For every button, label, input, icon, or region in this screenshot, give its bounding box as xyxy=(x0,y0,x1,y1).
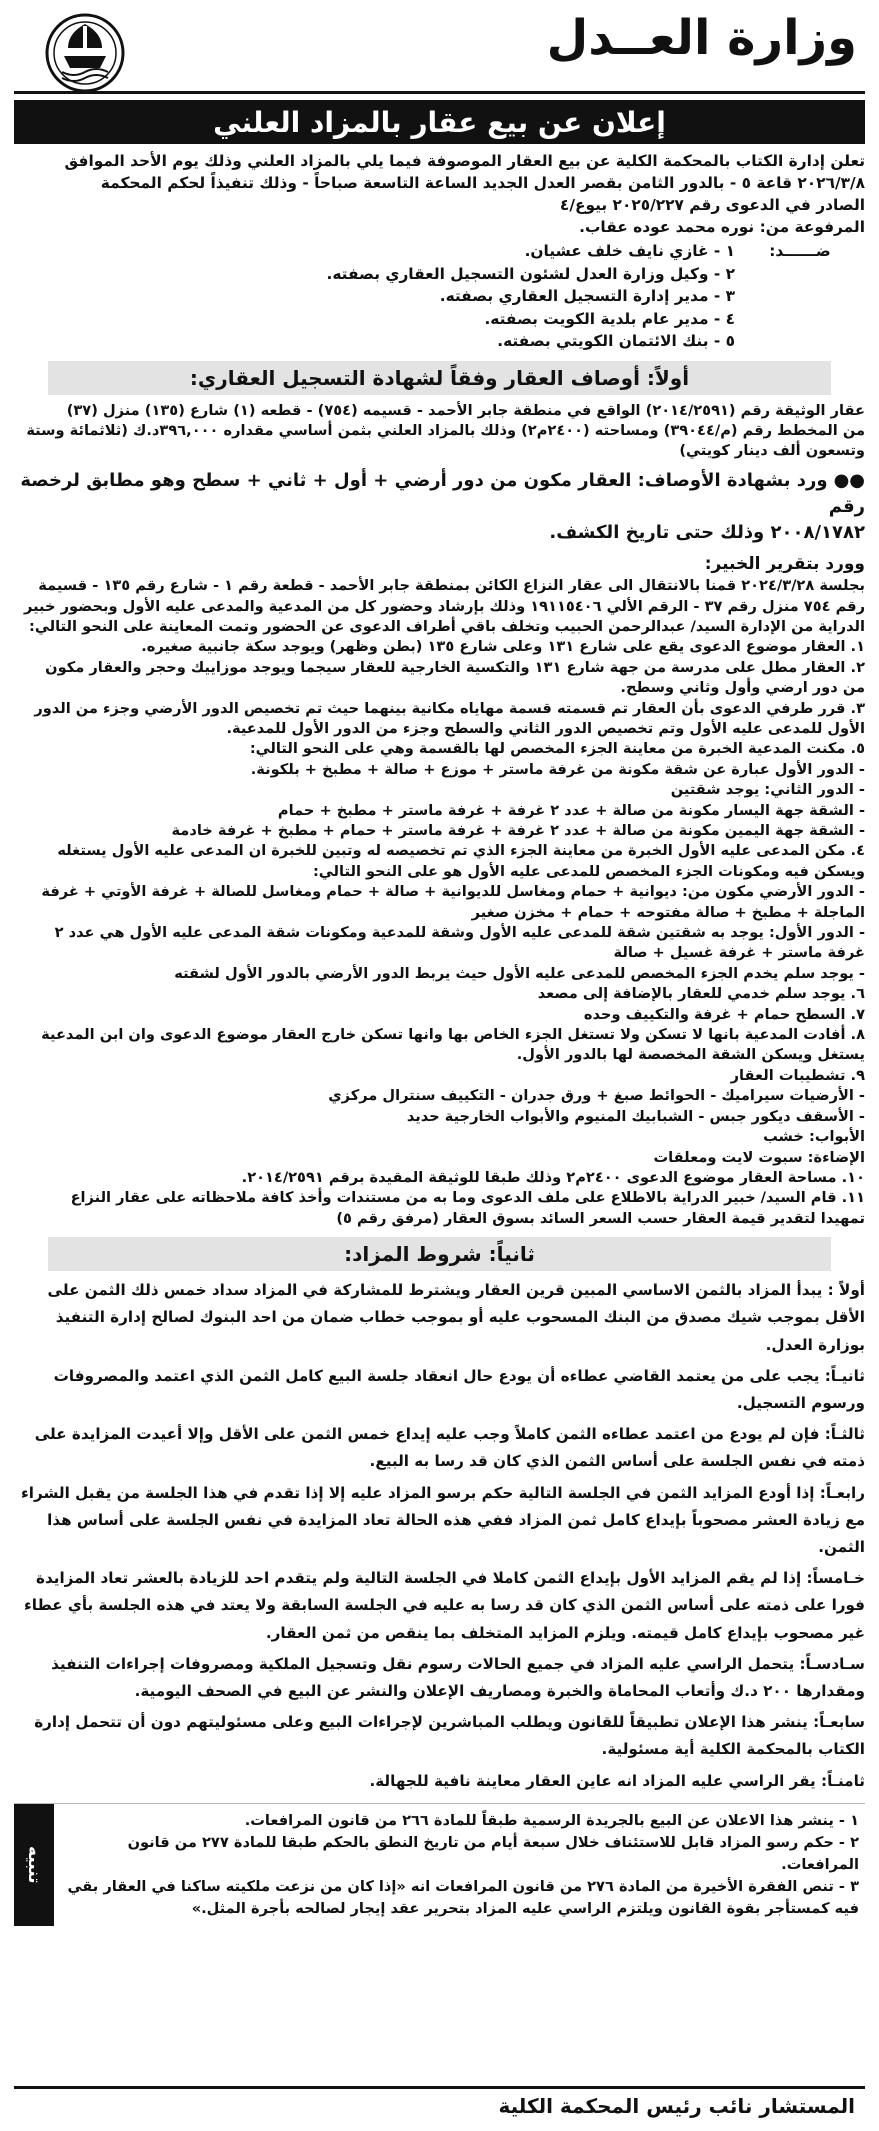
notice-item: ٢ - حكم رسو المزاد قابل للاستئناف خلال سبعة أيام من تاريخ النطق بالحكم طبقا للمادة ٢٧٧ من قانون المرافعات. xyxy=(127,1833,859,1873)
description-line: من المخطط رقم (م/٣٩٠٤٤) ومساحته (٢٤٠٠م٢) وذلك بالمزاد العلني بثمن أساسي مقداره ٣٩٦,٠٠٠د.ك (ثلاثمائة وستة xyxy=(26,421,865,439)
expert-report-heading: وورد بتقرير الخبير: xyxy=(704,553,865,574)
bullet-icon: ●● xyxy=(833,469,865,491)
description-line: عقار الوثيقة رقم (٢٠١٤/٢٥٩١) الواقع في منطقة جابر الأحمد - قسيمه (٧٥٤) - قطعه (١) شارع (١٣٥) منزل (٣٧) xyxy=(66,401,865,419)
auction-term-item: ثامنـاً: يقر الراسي عليه المزاد انه عاين العقار معاينة نافية للجهالة. xyxy=(369,1771,865,1790)
description-line: وتسعون ألف دينار كويتي) xyxy=(679,442,865,460)
defendant-row xyxy=(14,263,865,286)
expert-report-line: - الدور الأول: يوجد به شقتين شقة للمدعى عليه الأول وشقة للمدعية ومكونات شقة المدعى عليه الأول هي عدد ٢ xyxy=(54,924,865,942)
defendant-item: ٢ - وكيل وزارة العدل لشئون التسجيل العقاري بصفته. xyxy=(326,264,735,283)
auction-terms xyxy=(14,1277,865,1795)
auction-term-item: أولاً : يبدأ المزاد بالثمن الاساسي المبين قرين العقار ويشترط للمشاركة في المزاد سداد خمس ذلك الثمن على الأقل بموجب شيك مصدق من البنك المسحوب عليه أو بموجب خطاب ضمان من احد البنوك لصالح إدارة التنفيذ بوزارة العدل. xyxy=(47,1281,865,1354)
defendant-row xyxy=(14,308,865,331)
expert-report-line: ١. العقار موضوع الدعوى يقع على شارع ١٣١ وعلى شارع ١٣٥ (بطن وظهر) ويوجد سكة جانبية صغيره. xyxy=(141,638,865,656)
expert-report-line: ٣. قرر طرفي الدعوى بأن العقار تم قسمته قسمة مهاياه مكانية بينهما حيث تم تخصيص الدور الأرضي وجزء من الدور xyxy=(34,699,865,717)
expert-report-line: ٦. يوجد سلم خدمي للعقار بالإضافة إلى مصعد xyxy=(537,985,865,1003)
expert-report-line: ١١. قام السيد/ خبير الدراية بالاطلاع على ملف الدعوى وما به من مستندات وأخذ كافة ملاحظاته على عقار النزاع xyxy=(70,1189,865,1207)
expert-report-line: - الشقة جهة اليسار مكونة من صالة + عدد ٢ غرفة + غرفة ماستر + مطبخ + حمام xyxy=(277,801,865,819)
against-label: ضــــــد: xyxy=(769,242,831,260)
defendant-item: ٥ - بنك الائتمان الكويتي بصفته. xyxy=(497,332,735,350)
expert-report-line: بجلسة ٢٠٢٤/٣/٢٨ قمنا بالانتقال الى عقار النزاع الكائن بمنطقة جابر الأحمد - قطعة رقم ١ - شارع رقم ١٣٥ - قسيمة xyxy=(38,577,865,595)
highlight-line: ٢٠٠٨/١٧٨٢ وذلك حتى تاريخ الكشف. xyxy=(549,521,865,543)
expert-report-line: - الدور الثاني: يوجد شقتين xyxy=(670,781,865,799)
expert-report-line: ٢. العقار مطل على مدرسة من جهة شارع ١٣١ والتكسية الخارجية للعقار سيجما ويوجد موزاييك وحجر والعقار مكون xyxy=(45,658,865,676)
intro-line: تعلن إدارة الكتاب بالمحكمة الكلية عن بيع العقار الموصوفة فيما يلي بالمزاد العلني وذلك يوم الأحد الموافق xyxy=(64,152,865,170)
expert-report-line: الإضاءة: سبوت لايت ومعلقات xyxy=(653,1148,865,1166)
signature: المستشار نائب رئيس المحكمة الكلية xyxy=(498,2094,855,2118)
auction-term-item: رابعـاً: إذا أودع المزايد الثمن في الجلسة التالية حكم برسو المزاد عليه إلا إذا تقدم في هذا الجلسة من يقبل الشراء مع زيادة العشر مصحوباً بإيداع كامل ثمن المزاد ففي هذه الحالة تعاد المزايدة في نفس الجلسة على أساس هذا الثمن. xyxy=(21,1483,865,1556)
expert-report-line: ٩. تشطيبات العقار xyxy=(730,1066,865,1084)
ministry-name: وزارة العــدل xyxy=(546,10,857,66)
kuwait-emblem-icon xyxy=(44,12,126,94)
expert-report-line: ويسكن فيه ومكونات الجزء المخصص للمدعى عليه الأول هو على النحو التالي: xyxy=(312,862,865,880)
expert-report-line: ٤. مكن المدعى عليه الأول الخبرة من معاينة الجزء الذي تم تخصيصه له وتبين للخبرة ان المدعى عليه الأول يستغله xyxy=(57,842,865,860)
expert-report-line: ٧. السطح حمام + غرفة والتكييف وحده xyxy=(583,1005,865,1023)
section-property-description-heading: أولاً: أوصاف العقار وفقاً لشهادة التسجيل العقاري: xyxy=(48,361,831,395)
expert-report-line: تمهيدا لتقدير قيمة العقار حسب السعر السائد بسوق العقار (مرفق رقم ٥) xyxy=(336,1209,865,1227)
expert-report-line: - الأسقف ديكور جبس - الشبابيك المنيوم والأبواب الخارجية حديد xyxy=(406,1107,865,1125)
expert-report-line: ١٠. مساحة العقار موضوع الدعوى ٢٤٠٠م٢ وذلك طبقا للوثيقة المقيدة برقم ٢٠١٤/٢٥٩١. xyxy=(241,1168,865,1186)
expert-report-line: يستغل ويسكن الشقة المخصصة لها بالدور الأول. xyxy=(516,1046,865,1064)
auction-term-item: سابعـاً: ينشر هذا الإعلان تطبيقاً للقانون ويطلب المباشرين لإجراءات البيع وعلى مسئوليتهم دون أن تتحمل إدارة الكتاب بالمحكمة الكلية أية مسئولية. xyxy=(34,1713,865,1759)
expert-report-line: - الأرضيات سيراميك - الحوائط صبغ + ورق جدران - التكييف سنترال مركزي xyxy=(328,1087,865,1105)
defendant-item: ٤ - مدير عام بلدية الكويت بصفته. xyxy=(484,309,735,328)
expert-report-line: الأبواب: خشب xyxy=(763,1128,865,1146)
auction-term-item: سـادسـاً: يتحمل الراسي عليه المزاد في جميع الحالات رسوم نقل وتسجيل الملكية ومصروفات إجراءات التنفيذ ومقدارها ٢٠٠ د.ك وأتعاب المحاماة والخبرة ومصاريف الإعلان والنشر عن البيع في الصحف اليومية. xyxy=(51,1654,865,1700)
expert-report-line: - يوجد سلم يخدم الجزء المخصص للمدعى عليه الأول حيث يربط الدور الأرضي بالدور الأول لشقته xyxy=(174,964,865,982)
section-auction-terms-heading: ثانياً: شروط المزاد: xyxy=(48,1237,831,1271)
property-description xyxy=(14,401,865,462)
expert-report-line: ٨. أفادت المدعية بانها لا تسكن ولا تستغل الجزء الخاص بها وانها تسكن خارج العقار موضوع الدعوى وان ابن المدعية xyxy=(41,1026,865,1044)
expert-report-line: من دور ارضي وأول وثاني وسطح. xyxy=(620,679,865,697)
intro-line: ٢٠٢٦/٣/٨ قاعة ٥ - بالدور الثامن بقصر العدل الجديد الساعة التاسعة صباحاً - وذلك تنفيذاً لحكم المحكمة xyxy=(100,174,865,192)
expert-report-line: - الدور الأرضي مكون من: ديوانية + حمام ومغاسل للديوانية + صالة + حمام ومغاسل للصالة + غرفة الأوتي + غرفة xyxy=(41,883,865,901)
defendant-item: ٣ - مدير إدارة التسجيل العقاري بصفته. xyxy=(439,287,735,305)
auction-term-item: خـامساً: إذا لم يقم المزايد الأول بإيداع الثمن كاملا في الجلسة التالية ولم يتقدم احد للزيادة بالعشر تعاد المزايدة فورا على ذمته على أساس الثمن الذي كان قد رسا به عليه في الجلسة السابقة ولا يعتد في هذه الجلسة بأي عطاء غير مصحوب بإيداع كامل قيمته. ويلزم المزايد المتخلف بما ينقص من ثمن العقار. xyxy=(24,1569,865,1642)
auction-term-item: ثالثـاً: فإن لم يودع من اعتمد عطاءه الثمن كاملاً وجب عليه إيداع خمس الثمن على الأقل وإلا أعيدت المزايدة على ذمته في نفس الجلسة على أساس الثمن الذي كان قد رسا به البيع. xyxy=(34,1425,865,1471)
expert-report-line: - الدور الأول عبارة عن شقة مكونة من غرفة ماستر + موزع + صالة + مطبخ + بلكونة. xyxy=(250,760,865,778)
expert-report-line: الأول للمدعى عليه الأول وتم تخصيص الدور الثاني والسطح وجزء من الدور الأول للمدعية. xyxy=(226,719,865,737)
expert-report-line: رقم ٧٥٤ منزل رقم ٣٧ - الرقم الألي ١٩١١٥٤٠٦ وذلك بإرشاد وحضور كل من المدعية والمدعى عليه الأول وبحضور خبير xyxy=(24,597,865,615)
defendant-row xyxy=(14,330,865,353)
expert-report xyxy=(14,576,865,1229)
notice-item: ٣ - تنص الفقرة الأخيرة من المادة ٢٧٦ من قانون المرافعات انه «إذا كان من نزعت ملكيته ساكنا في العقار بقي فيه كمستأجر بقوة القانون ويلتزم الراسي عليه المزاد بتحرير عقد إيجار لصالحه بأجرة المثل.» xyxy=(67,1877,859,1917)
defendants-list xyxy=(14,240,865,353)
expert-report-line: ٥. مكنت المدعية الخبرة من معاينة الجزء المخصص لها بالقسمة وهي على النحو التالي: xyxy=(249,740,865,758)
expert-report-line: غرفة ماستر + غرفة غسيل + صالة xyxy=(613,944,865,962)
expert-report-line: الدراية من الإدارة السيد/ عبدالرحمن الحبيب وتخلف باقي أطراف الدعوى عن الحضور وتمت المعاينة على النحو التالي: xyxy=(28,617,865,635)
license-highlight xyxy=(14,468,865,546)
notice-box xyxy=(14,1803,865,1926)
notice-list xyxy=(54,1804,865,1926)
expert-report-line: - الشقة جهة اليمين مكونة من صالة + عدد ٢ غرفة + غرفة ماستر + حمام + مطبخ + غرفة خادمة xyxy=(171,822,865,839)
plaintiff-line: المرفوعة من: نوره محمد عوده عقاب. xyxy=(579,218,865,236)
footer-divider xyxy=(14,2086,865,2089)
header xyxy=(14,8,865,94)
notice-label: تنبيه xyxy=(14,1804,54,1926)
intro-paragraph xyxy=(14,150,865,238)
intro-line: الصادر في الدعوى رقم ٢٠٢٥/٢٢٧ بيوع/٤ xyxy=(559,196,865,214)
notice-item: ١ - ينشر هذا الاعلان عن البيع بالجريدة الرسمية طبقاً للمادة ٢٦٦ من قانون المرافعات. xyxy=(244,1811,859,1829)
highlight-line: ورد بشهادة الأوصاف: العقار مكون من دور أرضي + أول + ثاني + سطح وهو مطابق لرخصة رقم xyxy=(20,469,865,517)
defendant-row xyxy=(14,285,865,308)
defendant-item: ١ - غازي نايف خلف عشيان. xyxy=(524,242,735,260)
auction-term-item: ثانيـاً: يجب على من يعتمد القاضي عطاءه أن يودع حال انعقاد جلسة البيع كامل الثمن الذي اعتمد والمصروفات ورسوم التسجيل. xyxy=(53,1366,865,1412)
expert-report-line: الماجلة + مطبخ + صالة مفتوحه + حمام + مخزن صغير xyxy=(471,903,865,921)
defendant-row xyxy=(14,240,865,263)
notice-title: إعلان عن بيع عقار بالمزاد العلني xyxy=(14,100,865,144)
